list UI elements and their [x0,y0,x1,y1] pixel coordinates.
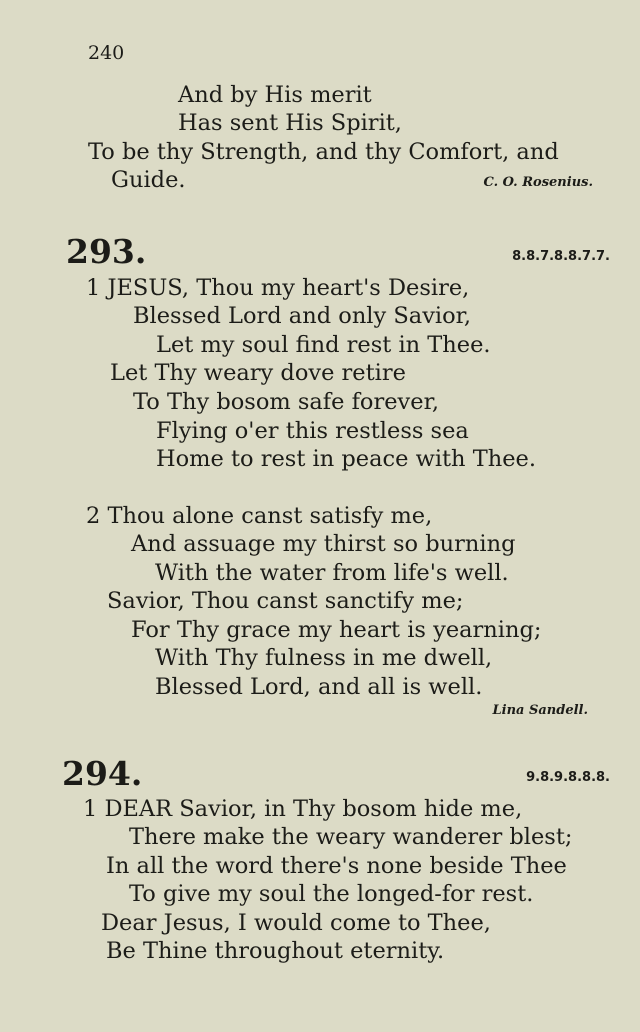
hymn-meter: 8.8.7.8.8.7.7. [512,249,610,264]
verse-line: There make the weary wanderer blest; [129,824,573,850]
verse-line: To give my soul the longed-for rest. [129,881,534,907]
hymn-author: Lina Sandell. [492,703,588,718]
verse-line: Home to rest in peace with Thee. [156,446,536,472]
page-number: 240 [88,42,125,64]
verse-line: Dear Jesus, I would come to Thee, [101,910,491,936]
verse-line: To be thy Strength, and thy Comfort, and [88,139,559,165]
verse-line: Let Thy weary dove retire [110,360,406,386]
verse-line: 2 Thou alone canst satisfy me, [86,503,433,529]
verse-line: With Thy fulness in me dwell, [155,645,493,671]
verse-line: For Thy grace my heart is yearning; [131,617,542,643]
verse-line: To Thy bosom safe forever, [133,389,440,415]
verse-line: Blessed Lord, and all is well. [155,674,483,700]
verse-line: With the water from life's well. [155,560,509,586]
verse-line: Be Thine throughout eternity. [106,938,445,964]
verse-line: Blessed Lord and only Savior, [133,303,472,329]
verse-line: 1 JESUS, Thou my heart's Desire, [86,275,470,301]
verse-line: Flying o'er this restless sea [156,418,469,444]
hymn-number: 294. [62,754,143,793]
hymn-author: C. O. Rosenius. [483,175,593,190]
verse-line: Has sent His Spirit, [178,110,402,136]
verse-line: In all the word there's none beside Thee [106,853,567,879]
hymn-meter: 9.8.9.8.8.8. [526,770,610,785]
verse-line: Savior, Thou canst sanctify me; [107,588,464,614]
hymn-number: 293. [66,232,147,271]
verse-line: And by His merit [178,82,372,108]
verse-line: Let my soul find rest in Thee. [156,332,491,358]
verse-line: And assuage my thirst so burning [131,531,516,557]
verse-line: 1 DEAR Savior, in Thy bosom hide me, [83,796,523,822]
verse-line: Guide. [111,167,186,193]
